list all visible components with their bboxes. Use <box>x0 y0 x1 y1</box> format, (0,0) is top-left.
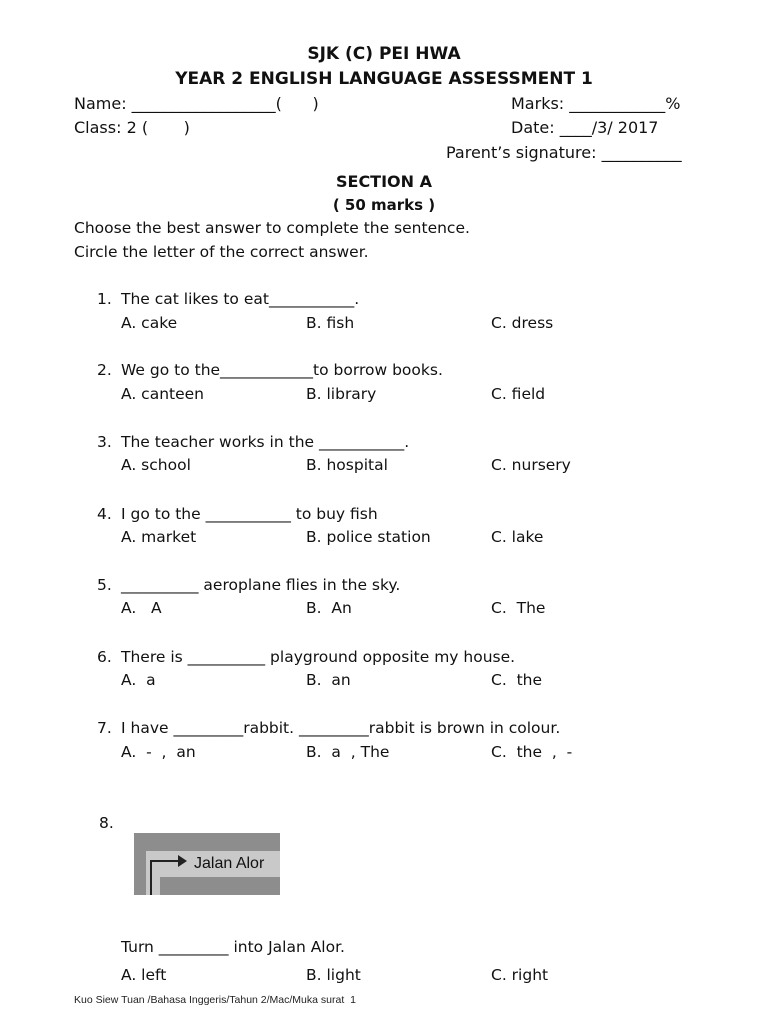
school-name: SJK (C) PEI HWA <box>307 44 461 64</box>
question-text: I have _________rabbit. _________rabbit is brown in colour. <box>121 719 561 737</box>
option-b[interactable]: B. fish <box>306 314 355 332</box>
section-title: SECTION A <box>335 172 432 191</box>
arrow-stem <box>150 860 152 895</box>
option-b[interactable]: B. hospital <box>306 456 388 474</box>
question-text: I go to the ___________ to buy fish <box>121 505 378 523</box>
question-text: Turn _________ into Jalan Alor. <box>121 938 345 956</box>
parent-signature-field: Parent’s signature: __________ <box>446 143 682 162</box>
option-a[interactable]: A. canteen <box>121 385 205 403</box>
question-text: We go to the____________to borrow books. <box>121 361 443 379</box>
instruction-1: Choose the best answer to complete the sentence. <box>74 219 470 237</box>
option-b[interactable]: B. an <box>306 671 351 689</box>
name-field: Name: __________________( ) <box>74 94 319 113</box>
option-a[interactable]: A. school <box>121 456 191 474</box>
question-number: 4. <box>97 505 112 523</box>
section-marks: ( 50 marks ) <box>332 196 436 214</box>
date-field: Date: ____/3/ 2017 <box>511 118 659 137</box>
question-number: 7. <box>97 719 112 737</box>
option-b[interactable]: B. a , The <box>306 743 390 761</box>
option-c[interactable]: C. dress <box>491 314 554 332</box>
page-footer: Kuo Siew Tuan /Bahasa Inggeris/Tahun 2/Mac/Muka surat 1 <box>74 994 356 1006</box>
question-number: 1. <box>97 290 112 308</box>
option-c[interactable]: C. lake <box>491 528 544 546</box>
option-c[interactable]: C. The <box>491 599 546 617</box>
question-text: The cat likes to eat___________. <box>121 290 360 308</box>
assessment-title: YEAR 2 ENGLISH LANGUAGE ASSESSMENT 1 <box>175 69 593 89</box>
marks-field: Marks: ____________% <box>511 94 681 113</box>
question-number: 3. <box>97 433 112 451</box>
option-a[interactable]: A. market <box>121 528 197 546</box>
question-text: __________ aeroplane flies in the sky. <box>121 576 401 594</box>
option-c[interactable]: C. right <box>491 966 549 984</box>
class-field: Class: 2 ( ) <box>74 118 190 137</box>
option-c[interactable]: C. field <box>491 385 546 403</box>
road-sign-image <box>134 833 280 895</box>
question-number: 2. <box>97 361 112 379</box>
question-number: 5. <box>97 576 112 594</box>
arrow-right-icon <box>178 855 187 867</box>
option-a[interactable]: A. cake <box>121 314 178 332</box>
question-text: There is __________ playground opposite my house. <box>121 648 516 666</box>
option-a[interactable]: A. A <box>121 599 162 617</box>
question-text: The teacher works in the ___________. <box>121 433 410 451</box>
option-c[interactable]: C. nursery <box>491 456 571 474</box>
option-c[interactable]: C. the , - <box>491 743 573 761</box>
option-a[interactable]: A. a <box>121 671 156 689</box>
road-vertical <box>146 851 160 895</box>
question-number: 6. <box>97 648 112 666</box>
option-a[interactable]: A. left <box>121 966 167 984</box>
option-b[interactable]: B. library <box>306 385 377 403</box>
option-b[interactable]: B. light <box>306 966 361 984</box>
arrow-shaft <box>150 860 180 862</box>
option-b[interactable]: B. police station <box>306 528 431 546</box>
instruction-2: Circle the letter of the correct answer. <box>74 243 369 261</box>
road-sign-label: Jalan Alor <box>194 855 265 872</box>
option-c[interactable]: C. the <box>491 671 543 689</box>
option-a[interactable]: A. - , an <box>121 743 196 761</box>
question-number: 8. <box>99 814 114 832</box>
option-b[interactable]: B. An <box>306 599 352 617</box>
